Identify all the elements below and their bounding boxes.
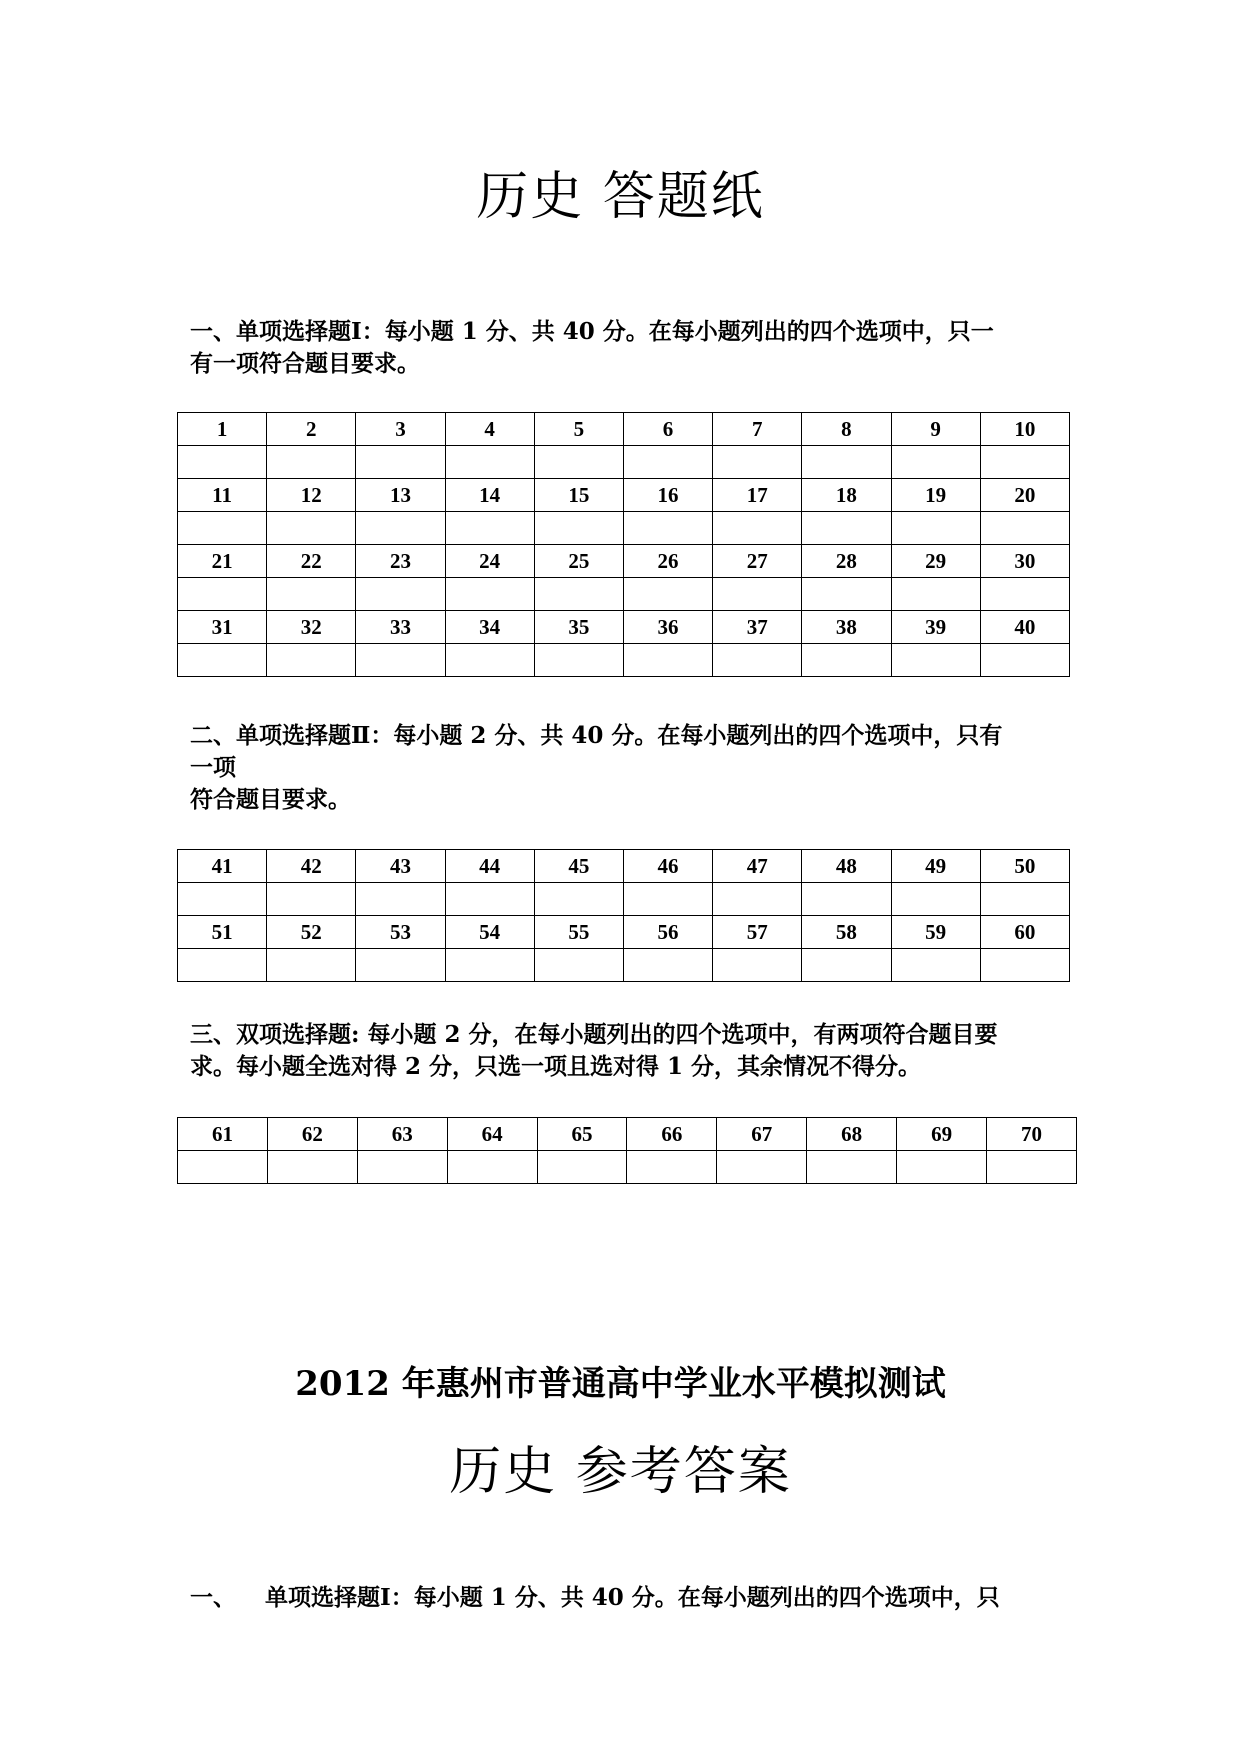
answer-blank-cell[interactable]	[897, 1151, 987, 1184]
question-number-cell: 7	[713, 413, 802, 446]
answer-blank-cell[interactable]	[802, 578, 891, 611]
question-number-cell: 12	[267, 479, 356, 512]
question-number-cell: 51	[178, 916, 267, 949]
section3-instruction-line1: 三、双项选择题: 每小题 2 分，在每小题列出的四个选项中，有两项符合题目要	[190, 1021, 998, 1048]
question-number-cell: 11	[178, 479, 267, 512]
question-number-cell: 2	[267, 413, 356, 446]
question-number-cell: 52	[267, 916, 356, 949]
answer-blank-cell[interactable]	[713, 578, 802, 611]
question-number-cell: 6	[623, 413, 712, 446]
question-number-cell: 19	[891, 479, 980, 512]
question-number-cell: 30	[980, 545, 1069, 578]
question-number-cell: 20	[980, 479, 1069, 512]
section2-instruction-line2: 一项	[190, 754, 236, 781]
answer-blank-cell[interactable]	[356, 512, 445, 545]
question-number-cell: 44	[445, 850, 534, 883]
question-number-cell: 43	[356, 850, 445, 883]
question-number-cell: 14	[445, 479, 534, 512]
answer-blank-cell[interactable]	[713, 883, 802, 916]
section1-answer-row	[178, 446, 1070, 479]
question-number-cell: 25	[534, 545, 623, 578]
answer-blank-cell[interactable]	[713, 512, 802, 545]
section2-instruction-line3: 符合题目要求。	[190, 786, 351, 813]
question-number-cell: 63	[357, 1118, 447, 1151]
answer-blank-cell[interactable]	[178, 1151, 268, 1184]
answer-blank-cell[interactable]	[534, 644, 623, 677]
question-number-cell: 34	[445, 611, 534, 644]
question-number-cell: 1	[178, 413, 267, 446]
question-number-cell: 5	[534, 413, 623, 446]
answer-blank-cell[interactable]	[980, 644, 1069, 677]
section2-instructions	[190, 720, 1070, 816]
section1-instruction-line1: 一、单项选择题Ⅰ：每小题 1 分、共 40 分。在每小题列出的四个选项中，只一	[190, 318, 994, 345]
answer-blank-cell[interactable]	[891, 949, 980, 982]
question-number-cell: 39	[891, 611, 980, 644]
section1-answer-row	[178, 644, 1070, 677]
answer-blank-cell[interactable]	[267, 512, 356, 545]
answer-blank-cell[interactable]	[356, 949, 445, 982]
answer-blank-cell[interactable]	[891, 644, 980, 677]
question-number-cell: 23	[356, 545, 445, 578]
question-number-cell: 8	[802, 413, 891, 446]
answer-blank-cell[interactable]	[623, 446, 712, 479]
question-number-cell: 36	[623, 611, 712, 644]
answer-blank-cell[interactable]	[980, 512, 1069, 545]
question-number-cell: 64	[447, 1118, 537, 1151]
answer-blank-cell[interactable]	[534, 578, 623, 611]
answer-blank-cell[interactable]	[267, 644, 356, 677]
answer-blank-cell[interactable]	[987, 1151, 1077, 1184]
question-number-cell: 10	[980, 413, 1069, 446]
section3-number-row	[178, 1118, 1077, 1151]
answer-blank-cell[interactable]	[980, 883, 1069, 916]
question-number-cell: 4	[445, 413, 534, 446]
answer-blank-cell[interactable]	[357, 1151, 447, 1184]
section1-answer-grid	[177, 412, 1070, 677]
answer-blank-cell[interactable]	[445, 883, 534, 916]
question-number-cell: 41	[178, 850, 267, 883]
answer-blank-cell[interactable]	[713, 446, 802, 479]
question-number-cell: 55	[534, 916, 623, 949]
question-number-cell: 32	[267, 611, 356, 644]
answer-blank-cell[interactable]	[267, 949, 356, 982]
question-number-cell: 18	[802, 479, 891, 512]
question-number-cell: 40	[980, 611, 1069, 644]
answer-key-section1-text: 单项选择题Ⅰ：每小题 1 分、共 40 分。在每小题列出的四个选项中，只	[265, 1584, 1000, 1611]
answer-blank-cell[interactable]	[717, 1151, 807, 1184]
answer-blank-cell[interactable]	[802, 446, 891, 479]
question-number-cell: 31	[178, 611, 267, 644]
answer-blank-cell[interactable]	[802, 949, 891, 982]
question-number-cell: 68	[807, 1118, 897, 1151]
question-number-cell: 46	[623, 850, 712, 883]
question-number-cell: 42	[267, 850, 356, 883]
answer-blank-cell[interactable]	[802, 644, 891, 677]
question-number-cell: 50	[980, 850, 1069, 883]
section1-number-row	[178, 413, 1070, 446]
answer-blank-cell[interactable]	[807, 1151, 897, 1184]
question-number-cell: 35	[534, 611, 623, 644]
answer-sheet-title: 历史 答题纸	[476, 167, 765, 227]
question-number-cell: 38	[802, 611, 891, 644]
section1-number-row	[178, 479, 1070, 512]
answer-blank-cell[interactable]	[891, 883, 980, 916]
answer-blank-cell[interactable]	[445, 446, 534, 479]
answer-blank-cell[interactable]	[178, 578, 267, 611]
question-number-cell: 70	[987, 1118, 1077, 1151]
answer-blank-cell[interactable]	[623, 644, 712, 677]
answer-blank-cell[interactable]	[445, 578, 534, 611]
question-number-cell: 21	[178, 545, 267, 578]
section1-instructions	[190, 316, 1070, 380]
question-number-cell: 65	[537, 1118, 627, 1151]
question-number-cell: 26	[623, 545, 712, 578]
answer-blank-cell[interactable]	[623, 949, 712, 982]
answer-blank-cell[interactable]	[537, 1151, 627, 1184]
section2-answer-row	[178, 949, 1070, 982]
answer-key-section1-number: 一、	[190, 1584, 236, 1611]
answer-key-section1-heading	[190, 1582, 1070, 1614]
answer-blank-cell[interactable]	[713, 949, 802, 982]
question-number-cell: 60	[980, 916, 1069, 949]
section3-instructions	[190, 1019, 1070, 1083]
answer-blank-cell[interactable]	[356, 578, 445, 611]
question-number-cell: 13	[356, 479, 445, 512]
answer-blank-cell[interactable]	[534, 446, 623, 479]
answer-blank-cell[interactable]	[980, 578, 1069, 611]
question-number-cell: 66	[627, 1118, 717, 1151]
answer-blank-cell[interactable]	[534, 512, 623, 545]
section2-answer-grid	[177, 849, 1070, 982]
answer-blank-cell[interactable]	[356, 883, 445, 916]
section1-answer-row	[178, 578, 1070, 611]
section2-number-row	[178, 850, 1070, 883]
question-number-cell: 17	[713, 479, 802, 512]
question-number-cell: 58	[802, 916, 891, 949]
answer-blank-cell[interactable]	[802, 512, 891, 545]
answer-blank-cell[interactable]	[178, 883, 267, 916]
question-number-cell: 54	[445, 916, 534, 949]
question-number-cell: 57	[713, 916, 802, 949]
answer-blank-cell[interactable]	[178, 644, 267, 677]
question-number-cell: 69	[897, 1118, 987, 1151]
answer-blank-cell[interactable]	[445, 644, 534, 677]
question-number-cell: 56	[623, 916, 712, 949]
answer-blank-cell[interactable]	[980, 446, 1069, 479]
answer-key-title: 历史 参考答案	[449, 1442, 792, 1502]
question-number-cell: 48	[802, 850, 891, 883]
question-number-cell: 47	[713, 850, 802, 883]
section1-number-row	[178, 545, 1070, 578]
question-number-cell: 62	[267, 1118, 357, 1151]
answer-blank-cell[interactable]	[891, 512, 980, 545]
question-number-cell: 33	[356, 611, 445, 644]
answer-blank-cell[interactable]	[356, 644, 445, 677]
section3-instruction-line2: 求。每小题全选对得 2 分，只选一项且选对得 1 分，其余情况不得分。	[190, 1053, 922, 1080]
answer-blank-cell[interactable]	[267, 883, 356, 916]
question-number-cell: 15	[534, 479, 623, 512]
question-number-cell: 24	[445, 545, 534, 578]
question-number-cell: 27	[713, 545, 802, 578]
answer-blank-cell[interactable]	[623, 512, 712, 545]
answer-blank-cell[interactable]	[534, 883, 623, 916]
answer-blank-cell[interactable]	[356, 446, 445, 479]
section1-number-row	[178, 611, 1070, 644]
answer-blank-cell[interactable]	[267, 1151, 357, 1184]
question-number-cell: 22	[267, 545, 356, 578]
question-number-cell: 9	[891, 413, 980, 446]
answer-blank-cell[interactable]	[178, 512, 267, 545]
section2-answer-row	[178, 883, 1070, 916]
answer-blank-cell[interactable]	[623, 883, 712, 916]
question-number-cell: 45	[534, 850, 623, 883]
answer-blank-cell[interactable]	[267, 446, 356, 479]
answer-blank-cell[interactable]	[178, 949, 267, 982]
question-number-cell: 67	[717, 1118, 807, 1151]
answer-blank-cell[interactable]	[980, 949, 1069, 982]
question-number-cell: 28	[802, 545, 891, 578]
section1-answer-row	[178, 512, 1070, 545]
question-number-cell: 37	[713, 611, 802, 644]
question-number-cell: 49	[891, 850, 980, 883]
question-number-cell: 3	[356, 413, 445, 446]
answer-blank-cell[interactable]	[178, 446, 267, 479]
answer-blank-cell[interactable]	[802, 883, 891, 916]
section2-instruction-line1: 二、单项选择题Ⅱ：每小题 2 分、共 40 分。在每小题列出的四个选项中，只有	[190, 722, 1003, 749]
section3-answer-row	[178, 1151, 1077, 1184]
answer-blank-cell[interactable]	[891, 446, 980, 479]
question-number-cell: 16	[623, 479, 712, 512]
question-number-cell: 59	[891, 916, 980, 949]
answer-blank-cell[interactable]	[713, 644, 802, 677]
answer-blank-cell[interactable]	[447, 1151, 537, 1184]
exam-title: 2012 年惠州市普通高中学业水平模拟测试	[295, 1364, 946, 1404]
question-number-cell: 61	[178, 1118, 268, 1151]
answer-blank-cell[interactable]	[534, 949, 623, 982]
section3-answer-grid	[177, 1117, 1077, 1184]
answer-blank-cell[interactable]	[891, 578, 980, 611]
answer-blank-cell[interactable]	[445, 949, 534, 982]
question-number-cell: 53	[356, 916, 445, 949]
section2-number-row	[178, 916, 1070, 949]
answer-blank-cell[interactable]	[627, 1151, 717, 1184]
answer-blank-cell[interactable]	[267, 578, 356, 611]
section1-instruction-line2: 有一项符合题目要求。	[190, 350, 420, 377]
question-number-cell: 29	[891, 545, 980, 578]
answer-blank-cell[interactable]	[445, 512, 534, 545]
answer-blank-cell[interactable]	[623, 578, 712, 611]
